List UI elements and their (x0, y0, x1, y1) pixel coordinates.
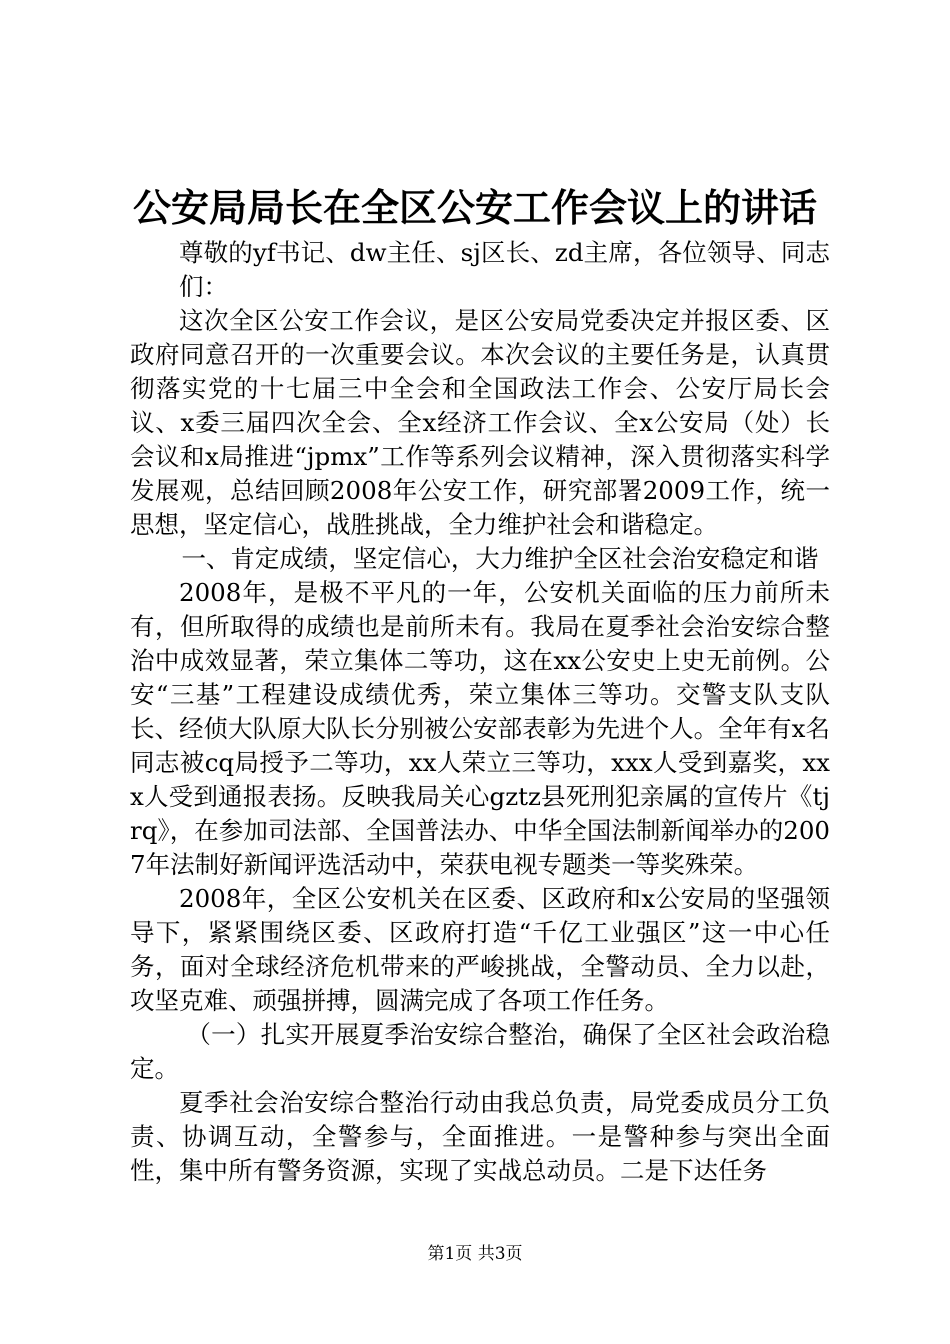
body-paragraph: 2008年，全区公安机关在区委、区政府和x公安局的坚强领导下，紧紧围绕区委、区政府打造“千亿工业强区”这一中心任务，面对全球经济危机带来的严峻挑战，全警动员、全力以赴，攻坚克难、顽强拼搏，圆满完成了各项工作任务。 (130, 884, 830, 1015)
document-body (130, 236, 830, 1188)
subsection-heading: （一）扎实开展夏季治安综合整治，确保了全区社会政治稳定。 (130, 1020, 830, 1083)
salutation-paragraph: 尊敬的yf书记、dw主任、sj区长、zd主席，各位领导、同志们： (179, 238, 830, 301)
section-heading: 一、肯定成绩，坚定信心，大力维护全区社会治安稳定和谐 (181, 544, 819, 573)
body-paragraph: 夏季社会治安综合整治行动由我总负责，局党委成员分工负责、协调互动，全警参与，全面推进。一是警种参与突出全面性，集中所有警务资源，实现了实战总动员。二是下达任务 (130, 1088, 830, 1185)
page-footer: 第1页 共3页 (427, 1244, 523, 1264)
body-paragraph: 这次全区公安工作会议，是区公安局党委决定并报区委、区政府同意召开的一次重要会议。本次会议的主要任务是，认真贯彻落实党的十七届三中全会和全国政法工作会、公安厅局长会议、x委三届四次全会、全x经济工作会议、全x公安局（处）长会议和x局推进“jpmx”工作等系列会议精神，深入贯彻落实科学发展观，总结回顾2008年公安工作，研究部署2009工作，统一思想，坚定信心，战胜挑战，全力维护社会和谐稳定。 (130, 306, 830, 539)
document-title: 公安局局长在全区公安工作会议上的讲话 (132, 186, 817, 230)
body-paragraph: 2008年，是极不平凡的一年，公安机关面临的压力前所未有，但所取得的成绩也是前所未有。我局在夏季社会治安综合整治中成效显著，荣立集体二等功，这在xx公安史上史无前例。公安“三基”工程建设成绩优秀，荣立集体三等功。交警支队支队长、经侦大队原大队长分别被公安部表彰为先进个人。全年有x名同志被cq局授予二等功，xx人荣立三等功，xxx人受到嘉奖，xxx人受到通报表扬。反映我局关心gztz县死刑犯亲属的宣传片《tjrq》，在参加司法部、全国普法办、中华全国法制新闻举办的2007年法制好新闻评选活动中，荣获电视专题类一等奖殊荣。 (130, 578, 830, 879)
